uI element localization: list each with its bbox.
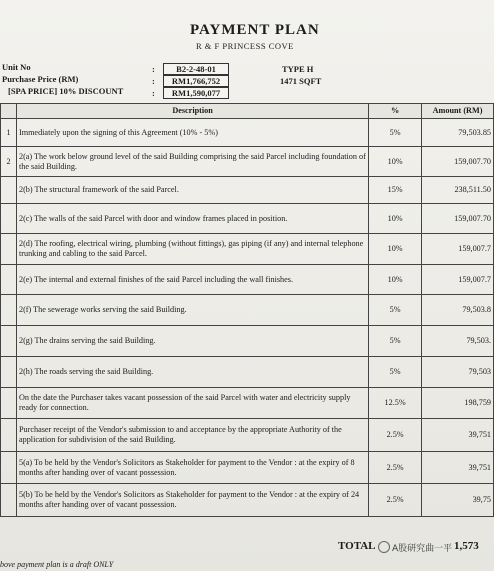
row-number	[1, 295, 17, 326]
header-description: Description	[16, 104, 368, 119]
spa-label: [SPA PRICE] 10% DISCOUNT	[8, 86, 124, 96]
price-value: RM1,766,752	[163, 75, 229, 87]
table-row	[1, 265, 494, 295]
row-percent: 5%	[369, 119, 422, 147]
row-amount: 159,007.7	[422, 265, 494, 295]
row-amount: 79,503	[422, 357, 494, 388]
row-number	[1, 484, 17, 517]
row-number	[1, 388, 17, 419]
table-row	[1, 484, 494, 517]
table-row	[1, 419, 494, 452]
row-description: 2(f) The sewerage works serving the said Building.	[16, 295, 368, 326]
total-label: TOTAL	[338, 540, 376, 552]
row-description: Purchaser receipt of the Vendor's submission to and acceptance by the appropriate Authority of the application for subdivision of the said Building.	[16, 419, 368, 452]
watermark-text: A股研究曲一平	[392, 544, 453, 554]
row-amount: 79,503.8	[422, 295, 494, 326]
row-number	[1, 326, 17, 357]
row-amount: 159,007.70	[422, 147, 494, 177]
table-row	[1, 388, 494, 419]
price-label: Purchase Price (RM)	[2, 74, 79, 84]
row-percent: 10%	[369, 147, 422, 177]
row-description: 5(a) To be held by the Vendor's Solicitors as Stakeholder for payment to the Vendor : at the expiry of 8 months after handing over of vacant possession.	[16, 452, 368, 484]
row-percent: 10%	[369, 265, 422, 295]
table-row	[1, 147, 494, 177]
row-number	[1, 419, 17, 452]
table-row	[1, 204, 494, 234]
row-percent: 5%	[369, 357, 422, 388]
row-amount: 39,751	[422, 419, 494, 452]
row-description: 2(d) The roofing, electrical wiring, plumbing (without fittings), gas piping (if any) and internal telephone trunking and cabling to the said Parcel.	[16, 234, 368, 265]
row-description: 5(b) To be held by the Vendor's Solicitors as Stakeholder for payment to the Vendor : at the expiry of 24 months after handing over of vacant possession.	[16, 484, 368, 517]
table-header-row	[1, 104, 494, 119]
row-number	[1, 204, 17, 234]
watermark	[378, 541, 452, 554]
row-amount: 198,759	[422, 388, 494, 419]
row-description: On the date the Purchaser takes vacant possession of the said Parcel with water and electricity supply ready for connection.	[16, 388, 368, 419]
row-percent: 10%	[369, 234, 422, 265]
document-title: PAYMENT PLAN	[190, 22, 320, 38]
unit-label: Unit No	[2, 62, 31, 72]
row-number	[1, 357, 17, 388]
unit-size: 1471 SQFT	[280, 76, 322, 86]
row-amount: 238,511.50	[422, 177, 494, 204]
row-amount: 39,751	[422, 452, 494, 484]
row-number	[1, 177, 17, 204]
spa-colon: :	[152, 88, 155, 98]
row-percent: 5%	[369, 295, 422, 326]
document-subtitle: R & F PRINCESS COVE	[196, 41, 294, 51]
row-number	[1, 452, 17, 484]
price-colon: :	[152, 76, 155, 86]
row-percent: 5%	[369, 326, 422, 357]
header-percent: %	[369, 104, 422, 119]
total-value: 1,573	[454, 540, 479, 552]
table-row	[1, 119, 494, 147]
row-description: 2(h) The roads serving the said Building.	[16, 357, 368, 388]
header-amount: Amount (RM)	[422, 104, 494, 119]
payment-table	[0, 103, 494, 517]
row-description: 2(c) The walls of the said Parcel with door and window frames placed in position.	[16, 204, 368, 234]
unit-colon: :	[152, 64, 155, 74]
unit-value: B2-2-48-01	[163, 63, 229, 75]
row-description: 2(b) The structural framework of the said Parcel.	[16, 177, 368, 204]
row-amount: 79,503.85	[422, 119, 494, 147]
row-description: 2(e) The internal and external finishes of the said Parcel including the wall finishes.	[16, 265, 368, 295]
row-number: 2	[1, 147, 17, 177]
header-no	[1, 104, 17, 119]
row-description: 2(a) The work below ground level of the said Building comprising the said Parcel including foundation of the said Building.	[16, 147, 368, 177]
row-description: 2(g) The drains serving the said Building.	[16, 326, 368, 357]
draft-note: bove payment plan is a draft ONLY	[0, 560, 114, 569]
row-amount: 79,503.	[422, 326, 494, 357]
row-number	[1, 265, 17, 295]
row-percent: 15%	[369, 177, 422, 204]
watermark-icon	[378, 541, 390, 553]
row-description: Immediately upon the signing of this Agreement (10% - 5%)	[16, 119, 368, 147]
row-percent: 2.5%	[369, 419, 422, 452]
row-percent: 2.5%	[369, 484, 422, 517]
unit-type: TYPE H	[282, 64, 314, 74]
spa-value: RM1,590,077	[163, 87, 229, 99]
row-percent: 12.5%	[369, 388, 422, 419]
table-row	[1, 326, 494, 357]
table-row	[1, 295, 494, 326]
table-row	[1, 357, 494, 388]
table-row	[1, 177, 494, 204]
table-row	[1, 452, 494, 484]
row-number: 1	[1, 119, 17, 147]
table-row	[1, 234, 494, 265]
row-percent: 10%	[369, 204, 422, 234]
row-amount: 159,007.70	[422, 204, 494, 234]
row-number	[1, 234, 17, 265]
row-amount: 39,75	[422, 484, 494, 517]
row-amount: 159,007.7	[422, 234, 494, 265]
row-percent: 2.5%	[369, 452, 422, 484]
